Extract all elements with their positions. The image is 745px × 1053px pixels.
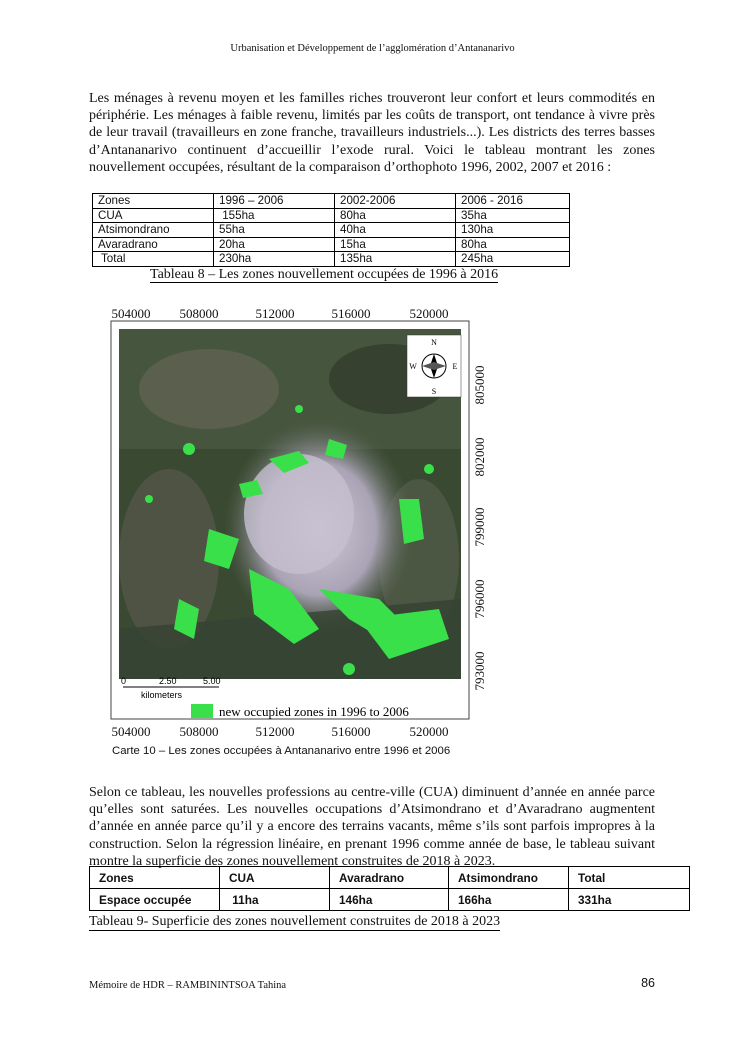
table-row <box>93 237 570 252</box>
intro-paragraph: Les ménages à revenu moyen et les familles riches trouveront leur confort et leurs commodités en périphérie. Les ménages à faible revenu, limités par les coûts de transport, ont tendance à vivre près de leur travail (travailleurs en zone franche, travailleurs industriels...). Les districts des terres basses d’Antananarivo continuent d’accueillir l’exode rural. Voici le tableau montrant les zones nouvellement occupées, résultant de la comparaison d’orthophoto 1996, 2002, 2007 et 2016 : <box>89 91 655 175</box>
axis-tick-label: 793000 <box>472 651 487 691</box>
caption-text: Tableau 8 – Les zones nouvellement occupées de 1996 à 2016 <box>150 267 499 282</box>
axis-tick-label: 504000 <box>111 306 151 321</box>
compass-n: N <box>431 338 437 347</box>
table-cell: 135ha <box>335 252 456 267</box>
table-cell: 245ha <box>456 252 570 267</box>
axis-tick-label: 516000 <box>331 724 371 739</box>
table-header-row <box>90 867 690 889</box>
axis-tick-label: 520000 <box>409 306 449 321</box>
table-cell: 11ha <box>220 889 330 911</box>
axis-tick-label: 508000 <box>179 724 219 739</box>
analysis-paragraph: Selon ce tableau, les nouvelles professions au centre-ville (CUA) diminuent d’année en année parce qu’elles sont saturées. Les nouvelles occupations d’Atsimondrano et d’Avaradrano augmentent d’année en année parce qu’il y a encore des terrains vacants, même s’ils sont parfois impropres à la construction. Selon la régression linéaire, en prenant 1996 comme année de base, le tableau suivant montre la superficie des zones nouvellement construites de 2018 à 2023. <box>89 785 655 869</box>
legend-swatch <box>191 704 213 718</box>
table-cell: 331ha <box>569 889 690 911</box>
table-row <box>93 252 570 267</box>
axis-tick-label: 520000 <box>409 724 449 739</box>
table-cell: 2006 - 2016 <box>456 194 570 209</box>
table-cell: 155ha <box>214 208 335 223</box>
table-row <box>90 889 690 911</box>
table-cell: 2002-2006 <box>335 194 456 209</box>
axis-tick-label: 805000 <box>472 365 487 405</box>
table-8-caption <box>150 267 498 283</box>
table-header-row <box>93 194 570 209</box>
table-cell: 230ha <box>214 252 335 267</box>
table-cell: 80ha <box>456 237 570 252</box>
table-cell: CUA <box>220 867 330 889</box>
table-cell: 35ha <box>456 208 570 223</box>
table-cell: Avaradrano <box>93 237 214 252</box>
satellite-map <box>89 299 499 739</box>
axis-tick-label: 512000 <box>255 306 295 321</box>
table-cell: 166ha <box>449 889 569 911</box>
table-row <box>93 223 570 238</box>
table-9-caption: Tableau 9- Superficie des zones nouvellement construites de 2018 à 2023 <box>89 914 501 929</box>
map-figure <box>89 299 499 739</box>
compass-s: S <box>431 387 437 396</box>
table-cell: 15ha <box>335 237 456 252</box>
scale-unit: kilometers <box>141 690 183 700</box>
table-cell: CUA <box>93 208 214 223</box>
table-8 <box>92 193 570 267</box>
table-cell: Atsimondrano <box>93 223 214 238</box>
scale-label: 2.50 <box>159 676 177 686</box>
scale-bar <box>119 676 229 701</box>
compass-rose-icon <box>407 335 461 397</box>
map-legend <box>191 704 409 719</box>
legend-label: new occupied zones in 1996 to 2006 <box>219 704 409 719</box>
table-cell: Total <box>93 252 214 267</box>
axis-tick-label: 796000 <box>472 579 487 619</box>
scale-label: 5.00 <box>203 676 221 686</box>
table-cell: Espace occupée <box>90 889 220 911</box>
table-cell: Avaradrano <box>330 867 449 889</box>
table-row <box>93 208 570 223</box>
map-caption: Carte 10 – Les zones occupées à Antananarivo entre 1996 et 2006 <box>112 745 451 757</box>
axis-tick-label: 504000 <box>111 724 151 739</box>
table-cell: 80ha <box>335 208 456 223</box>
compass-w: W <box>409 362 417 371</box>
scale-label: 0 <box>121 676 127 686</box>
axis-tick-label: 516000 <box>331 306 371 321</box>
table-cell: 1996 – 2006 <box>214 194 335 209</box>
axis-tick-label: 799000 <box>472 507 487 547</box>
page-number: 86 <box>641 976 655 990</box>
axis-tick-label: 802000 <box>472 437 487 477</box>
table-cell: 20ha <box>214 237 335 252</box>
table-cell: 40ha <box>335 223 456 238</box>
table-cell: Zones <box>93 194 214 209</box>
compass-e: E <box>452 362 458 371</box>
table-cell: 130ha <box>456 223 570 238</box>
axis-tick-label: 508000 <box>179 306 219 321</box>
table-cell: 55ha <box>214 223 335 238</box>
table-cell: Zones <box>90 867 220 889</box>
footer-author: Mémoire de HDR – RAMBININTSOA Tahina <box>89 980 287 991</box>
running-header: Urbanisation et Développement de l’agglomération d’Antananarivo <box>230 43 515 54</box>
table-9 <box>89 866 690 911</box>
table-cell: Atsimondrano <box>449 867 569 889</box>
axis-tick-label: 512000 <box>255 724 295 739</box>
table-cell: 146ha <box>330 889 449 911</box>
table-cell: Total <box>569 867 690 889</box>
